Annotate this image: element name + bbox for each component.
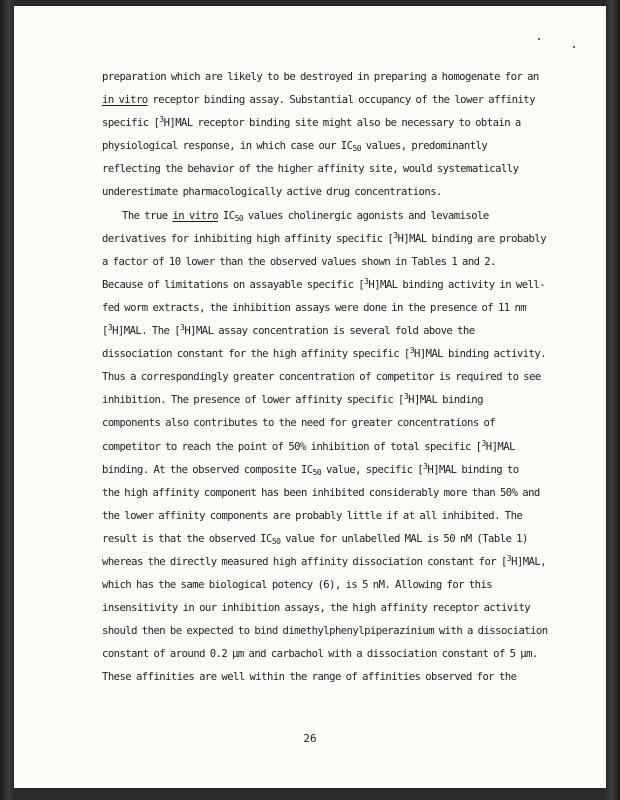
text-line: physiological response, in which case our $IC_{50}$ values, predominantly bbox=[102, 140, 488, 154]
italic-term-in-vitro: in vitro bbox=[102, 94, 148, 107]
text-line: insensitivity in our inhibition assays, the high affinity receptor activity bbox=[102, 602, 531, 615]
text-line: specific [$^3$H]MAL receptor binding site might also be necessary to obtain a bbox=[102, 115, 521, 130]
text-line: Thus a correspondingly greater concentration of competitor is required to see bbox=[102, 371, 541, 384]
text-line: underestimate pharmacologically active drug concentrations. bbox=[102, 186, 442, 199]
text-line: whereas the directly measured high affinity dissociation constant for [$^3$H]MAL, bbox=[102, 553, 547, 568]
text-line: These affinities are well within the range of affinities observed for the bbox=[102, 671, 517, 684]
text-line: a factor of 10 lower than the observed values shown in Tables 1 and 2. bbox=[102, 255, 496, 268]
text-line: which has the same biological potency (6), is 5 nM. Allowing for this bbox=[102, 579, 493, 592]
text-line: competitor to reach the point of 50% inhibition of total specific [$^3$H]MAL bbox=[102, 438, 515, 453]
text-line: reflecting the behavior of the higher affinity site, would systematically bbox=[102, 163, 519, 176]
scan-speck bbox=[538, 38, 540, 40]
text-line: the lower affinity components are probably little if at all inhibited. The bbox=[102, 509, 523, 522]
text-line: Because of limitations on assayable specific [$^3$H]MAL binding activity in well- bbox=[102, 276, 546, 291]
paragraph-start: The true in vitro $IC_{50}$ values cholinergic agonists and levamisole bbox=[122, 209, 489, 223]
text-line: preparation which are likely to be destroyed in preparing a homogenate for an bbox=[102, 71, 539, 83]
text-line: constant of around 0.2 µm and carbachol with a dissociation constant of 5 µm. bbox=[102, 648, 538, 661]
text-line: fed worm extracts, the inhibition assays were done in the presence of 11 nm bbox=[102, 301, 527, 314]
text-line: components also contributes to the need for greater concentrations of bbox=[102, 417, 496, 430]
document-page bbox=[14, 6, 606, 788]
text-line: inhibition. The presence of lower affinity specific [$^3$H]MAL binding bbox=[102, 392, 483, 407]
italic-term-in-vitro: in vitro bbox=[172, 209, 219, 222]
body-text bbox=[102, 66, 572, 690]
text-line: result is that the observed $IC_{50}$ value for unlabelled MAL is 50 nM (Table 1) bbox=[102, 532, 528, 546]
text-line: should then be expected to bind dimethylphenylpiperazinium with a dissociation bbox=[102, 625, 548, 638]
text-line: binding. At the observed composite $IC_{50}$ value, specific [$^3$H]MAL binding to bbox=[102, 461, 519, 477]
text-line: derivatives for inhibiting high affinity specific [$^3$H]MAL binding are probably bbox=[102, 230, 547, 245]
scan-speck bbox=[573, 46, 575, 48]
text-line: dissociation constant for the high affinity specific [$^3$H]MAL binding activity. bbox=[102, 346, 547, 361]
text-line: the high affinity component has been inhibited considerably more than 50% and bbox=[102, 486, 540, 499]
page-number: 26 bbox=[303, 732, 317, 745]
text-line: in vitro receptor binding assay. Substantial occupancy of the lower affinity bbox=[102, 94, 535, 107]
text-line: [$^3$H]MAL. The [$^3$H]MAL assay concentration is several fold above the bbox=[102, 323, 475, 338]
